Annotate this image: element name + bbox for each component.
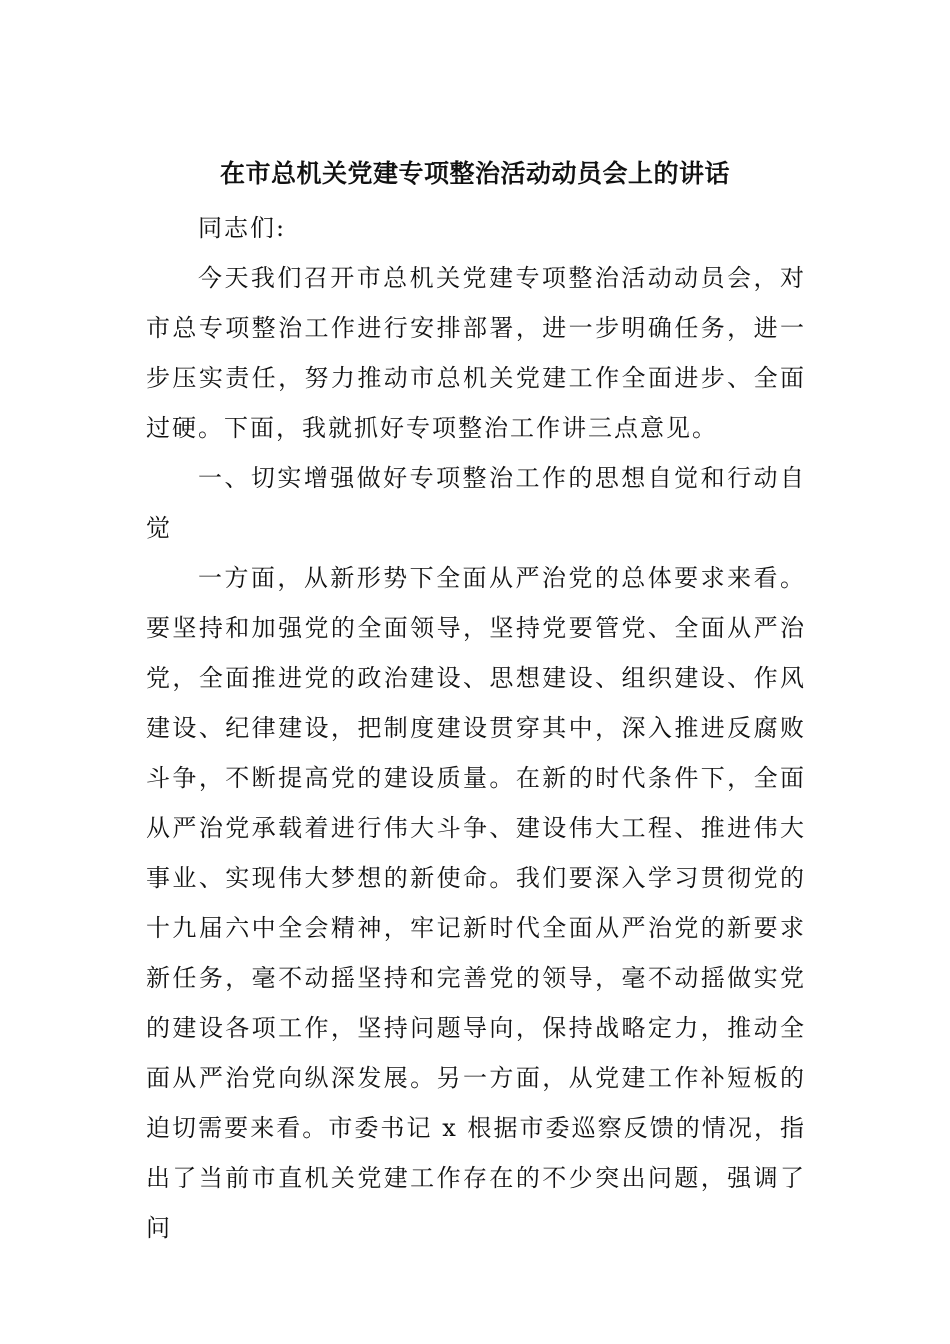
document-title: 在市总机关党建专项整治活动动员会上的讲话 xyxy=(219,159,730,188)
salutation: 同志们: xyxy=(198,214,287,242)
section-paragraph: 一方面，从新形势下全面从严治党的总体要求来看。要坚持和加强党的全面领导，坚持党要管党、全面从严治党，全面推进党的政治建设、思想建设、组织建设、作风建设、纪律建设，把制度建设贯穿其中，深入推进反腐败斗争，不断提高党的建设质量。在新的时代条件下，全面从严治党承载着进行伟大斗争、建设伟大工程、推进伟大事业、实现伟大梦想的新使命。我们要深入学习贯彻党的十九届六中全会精神，牢记新时代全面从严治党的新要求新任务，毫不动摇坚持和完善党的领导，毫不动摇做实党的建设各项工作，坚持问题导向，保持战略定力，推动全面从严治党向纵深发展。另一方面，从党建工作补短板的迫切需要来看。市委书记 x 根据市委巡察反馈的情况，指出了当前市直机关党建工作存在的不少突出问题，强调了问 xyxy=(146,564,806,1242)
section-heading: 一、切实增强做好专项整治工作的思想自觉和行动自觉 xyxy=(146,464,806,542)
intro-paragraph: 今天我们召开市总机关党建专项整治活动动员会，对市总专项整治工作进行安排部署，进一步明确任务，进一步压实责任，努力推动市总机关党建工作全面进步、全面过硬。下面，我就抓好专项整治工作讲三点意见。 xyxy=(146,264,806,442)
document-body xyxy=(146,203,806,1253)
